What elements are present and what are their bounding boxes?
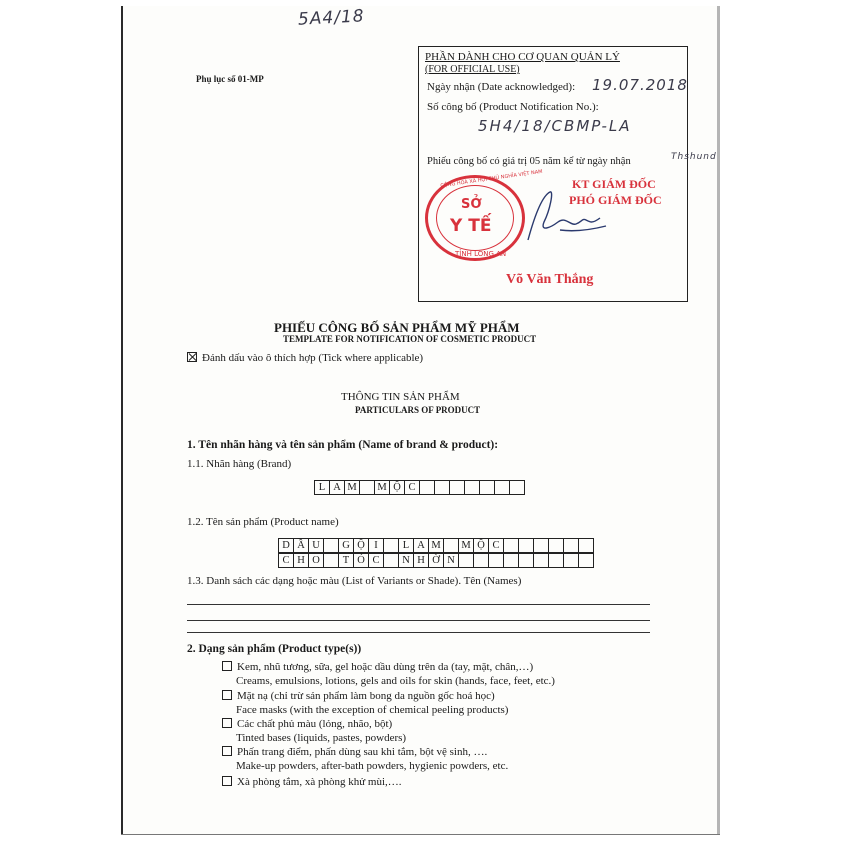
checkbox-icon[interactable] [222, 776, 232, 786]
letter-cell [518, 538, 534, 553]
letter-cell [503, 538, 519, 553]
letter-cell: Ộ [473, 538, 489, 553]
letter-cell [518, 553, 534, 568]
letter-cell [383, 553, 399, 568]
letter-cell: Ờ [428, 553, 444, 568]
product-type-option[interactable] [222, 661, 533, 673]
letter-cell [323, 538, 339, 553]
letter-cell [494, 480, 510, 495]
letter-cell [449, 480, 465, 495]
letter-cell: C [368, 553, 384, 568]
letter-cell [578, 538, 594, 553]
letter-cell: L [314, 480, 330, 495]
validity-handwriting: Thshund [671, 152, 717, 162]
letter-cell: L [398, 538, 414, 553]
letter-cell [479, 480, 495, 495]
letter-cell [443, 538, 459, 553]
checkbox-icon[interactable] [222, 690, 232, 700]
product-type-label-en: Face masks (with the exception of chemical peeling products) [236, 704, 509, 716]
letter-cell [578, 553, 594, 568]
product-type-option[interactable] [222, 776, 402, 788]
letter-cell: M [458, 538, 474, 553]
product-type-label-vn: Các chất phủ màu (lỏng, nhão, bột) [237, 718, 393, 730]
notification-number-value: 5H4/18/CBMP-LA [478, 117, 632, 135]
letter-cell: G [338, 538, 354, 553]
letter-cell [359, 480, 375, 495]
seal-text-department: SỞ [461, 197, 482, 212]
letter-cell [563, 538, 579, 553]
letter-cell [458, 553, 474, 568]
letter-cell: Ộ [389, 480, 405, 495]
letter-cell: C [488, 538, 504, 553]
letter-cell [509, 480, 525, 495]
seal-ring-top-text: CỘNG HOÀ XÃ HỘI CHỦ NGHĨA VIỆT NAM [440, 168, 543, 190]
variants-line-1 [187, 604, 650, 605]
brand-letter-grid [315, 480, 525, 495]
product-type-label-vn: Phấn trang điểm, phấn dùng sau khi tắm, bột vệ sinh, …. [237, 746, 488, 758]
letter-cell: H [413, 553, 429, 568]
form-title-en: TEMPLATE FOR NOTIFICATION OF COSMETIC PRODUCT [283, 334, 537, 344]
letter-cell: D [278, 538, 294, 553]
letter-cell [464, 480, 480, 495]
particulars-title-en: PARTICULARS OF PRODUCT [355, 405, 481, 415]
product-type-label-en: Make-up powders, after-bath powders, hygienic powders, etc. [236, 760, 509, 772]
date-acknowledged-label: Ngày nhận (Date acknowledged): [427, 81, 576, 93]
letter-cell: N [443, 553, 459, 568]
letter-cell: M [344, 480, 360, 495]
letter-cell [533, 553, 549, 568]
variants-line-3 [187, 632, 650, 633]
letter-cell: N [398, 553, 414, 568]
letter-cell: Ầ [293, 538, 309, 553]
section-1-title: 1. Tên nhãn hàng và tên sản phẩm (Name of brand & product): [187, 439, 499, 451]
handwritten-doc-number: 5A4/18 [297, 6, 366, 30]
letter-cell [383, 538, 399, 553]
page-edge-shadow [717, 6, 720, 834]
product-type-option[interactable] [222, 690, 495, 702]
signer-name: Võ Văn Thắng [506, 272, 594, 287]
seal-ring-bottom-text: TỈNH LONG AN [455, 250, 507, 258]
form-title-vn: PHIẾU CÔNG BỐ SẢN PHẨM MỸ PHẨM [274, 320, 520, 335]
letter-cell: Ộ [353, 538, 369, 553]
checked-box-icon [187, 352, 197, 362]
validity-note: Phiếu công bố có giá trị 05 năm kể từ ngày nhận [427, 156, 631, 167]
product-name-grid-row-1 [279, 538, 594, 553]
checkbox-icon[interactable] [222, 718, 232, 728]
official-box-subtitle: (FOR OFFICIAL USE) [425, 64, 520, 75]
letter-cell [419, 480, 435, 495]
letter-cell [473, 553, 489, 568]
letter-cell: C [404, 480, 420, 495]
seal-text-health: Y TẾ [450, 216, 492, 236]
letter-cell: T [338, 553, 354, 568]
product-name-grid-row-2 [279, 553, 594, 568]
brand-label: 1.1. Nhãn hàng (Brand) [187, 458, 292, 470]
product-type-option[interactable] [222, 746, 487, 758]
product-type-option[interactable] [222, 718, 392, 730]
tick-instruction [187, 352, 423, 364]
particulars-title-vn: THÔNG TIN SẢN PHẨM [341, 391, 460, 403]
section-2-title: 2. Dạng sản phẩm (Product type(s)) [187, 643, 362, 655]
letter-cell [323, 553, 339, 568]
tick-instruction-text: Đánh dấu vào ô thích hợp (Tick where applicable) [202, 352, 424, 364]
official-box-title: PHẦN DÀNH CHO CƠ QUAN QUẢN LÝ [425, 51, 620, 63]
letter-cell [434, 480, 450, 495]
letter-cell: M [374, 480, 390, 495]
scan-bottom-border [121, 834, 720, 835]
product-type-label-vn: Mặt nạ (chỉ trừ sản phẩm làm bong da nguồn gốc hoá học) [237, 690, 495, 702]
variants-label: 1.3. Danh sách các dạng hoặc màu (List of Variants or Shade). Tên (Names) [187, 575, 522, 587]
letter-cell: C [278, 553, 294, 568]
product-type-label-vn: Xà phòng tắm, xà phòng khử mùi,…. [237, 776, 402, 788]
date-acknowledged-value: 19.07.2018 [592, 76, 688, 94]
letter-cell [563, 553, 579, 568]
product-type-label-en: Tinted bases (liquids, pastes, powders) [236, 732, 407, 744]
letter-cell [503, 553, 519, 568]
letter-cell: H [293, 553, 309, 568]
notification-number-label: Số công bố (Product Notification No.): [427, 101, 599, 113]
checkbox-icon[interactable] [222, 746, 232, 756]
product-name-label: 1.2. Tên sản phẩm (Product name) [187, 516, 339, 528]
letter-cell: O [308, 553, 324, 568]
checkbox-icon[interactable] [222, 661, 232, 671]
product-type-label-en: Creams, emulsions, lotions, gels and oils for skin (hands, face, feet, etc.) [236, 675, 555, 687]
product-type-label-vn: Kem, nhũ tương, sữa, gel hoặc dầu dùng trên da (tay, mặt, chân,…) [237, 661, 534, 673]
letter-cell: A [329, 480, 345, 495]
signer-position-1: KT GIÁM ĐỐC [572, 177, 656, 191]
letter-cell: A [413, 538, 429, 553]
signer-position-2: PHÓ GIÁM ĐỐC [569, 193, 662, 207]
appendix-label: Phụ lục số 01-MP [196, 74, 264, 84]
letter-cell [548, 553, 564, 568]
letter-cell: Ó [353, 553, 369, 568]
variants-line-2 [187, 620, 650, 621]
letter-cell [488, 553, 504, 568]
letter-cell: I [368, 538, 384, 553]
letter-cell [533, 538, 549, 553]
letter-cell: U [308, 538, 324, 553]
letter-cell: M [428, 538, 444, 553]
letter-cell [548, 538, 564, 553]
